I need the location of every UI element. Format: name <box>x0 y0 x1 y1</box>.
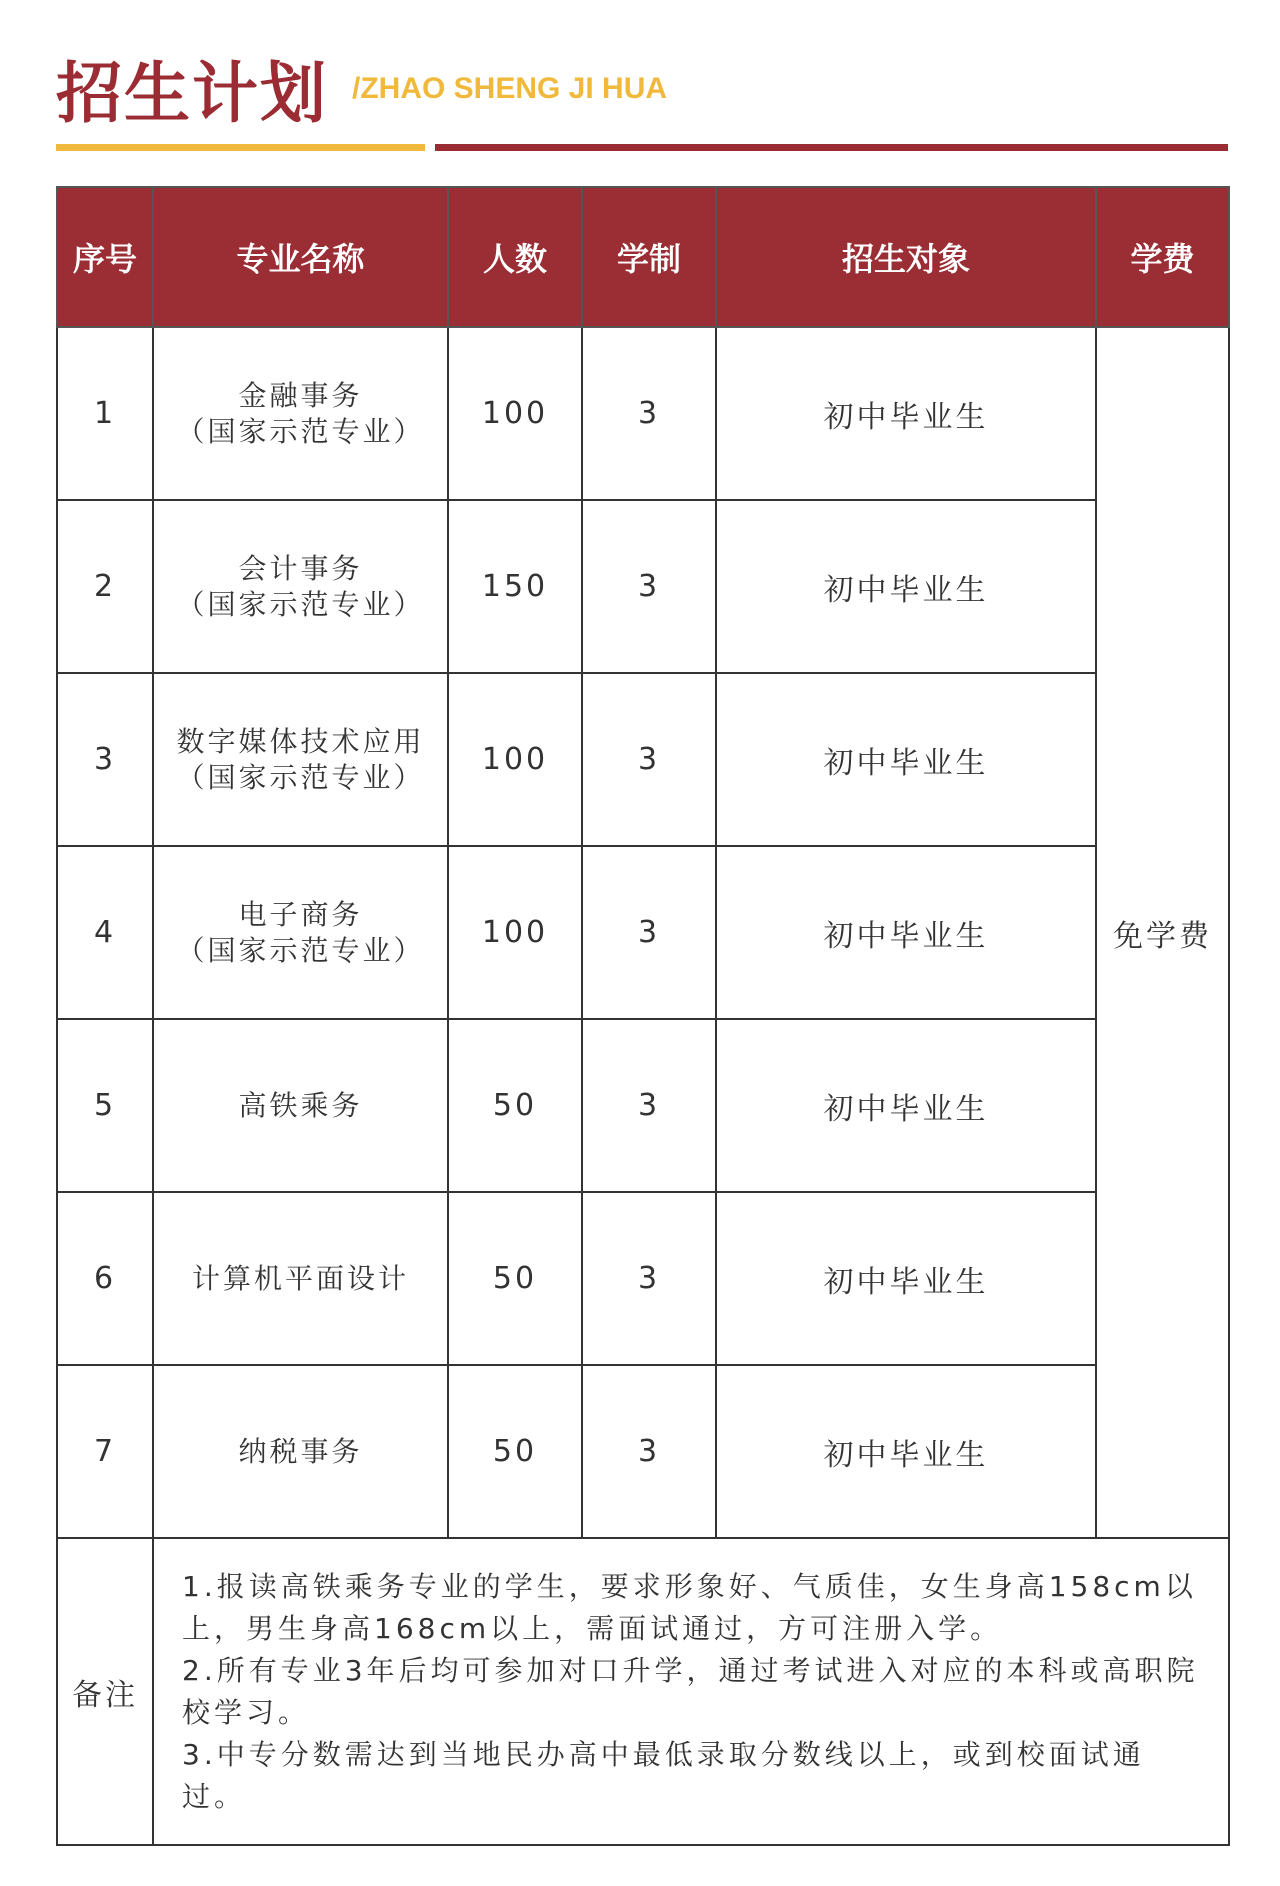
target-students: 初中毕业生 <box>716 1192 1096 1365</box>
major-cell <box>153 1019 448 1192</box>
major-note: （国家示范专业） <box>176 760 425 794</box>
target-students: 初中毕业生 <box>716 1019 1096 1192</box>
target-students: 初中毕业生 <box>716 500 1096 673</box>
major-cell <box>153 1365 448 1538</box>
table-row <box>57 1019 1229 1192</box>
study-years: 3 <box>582 1192 716 1365</box>
remarks-text <box>153 1538 1229 1845</box>
major-name: 高铁乘务 <box>238 1088 363 1122</box>
enrollment-count: 50 <box>448 1192 582 1365</box>
divider-red <box>435 144 1228 151</box>
page-title: 招生计划 <box>56 55 328 132</box>
major-note: （国家示范专业） <box>176 933 425 967</box>
study-years: 3 <box>582 1365 716 1538</box>
major-cell <box>153 673 448 846</box>
study-years: 3 <box>582 327 716 500</box>
table-row <box>57 1365 1229 1538</box>
col-header: 学制 <box>582 187 716 327</box>
remarks-row <box>57 1538 1229 1845</box>
col-header: 招生对象 <box>716 187 1096 327</box>
target-students: 初中毕业生 <box>716 327 1096 500</box>
table-row <box>57 846 1229 1019</box>
major-note: （国家示范专业） <box>176 587 425 621</box>
target-students: 初中毕业生 <box>716 846 1096 1019</box>
major-name: 纳税事务 <box>238 1434 363 1468</box>
major-cell <box>153 846 448 1019</box>
row-number: 3 <box>57 673 153 846</box>
col-header: 专业名称 <box>153 187 448 327</box>
major-name: 会计事务 <box>238 551 363 585</box>
enrollment-count: 100 <box>448 673 582 846</box>
divider-yellow <box>56 144 425 151</box>
remark-item: 2.所有专业3年后均可参加对口升学，通过考试进入对应的本科或高职院校学习。 <box>182 1653 1199 1729</box>
major-note: （国家示范专业） <box>176 414 425 448</box>
table-row <box>57 500 1229 673</box>
study-years: 3 <box>582 1019 716 1192</box>
major-name: 电子商务 <box>238 897 363 931</box>
major-name: 计算机平面设计 <box>191 1261 409 1295</box>
enrollment-count: 50 <box>448 1365 582 1538</box>
enrollment-count: 100 <box>448 846 582 1019</box>
enrollment-count: 100 <box>448 327 582 500</box>
enrollment-table <box>56 186 1230 1846</box>
col-header: 学费 <box>1096 187 1229 327</box>
table-row <box>57 327 1229 500</box>
major-cell <box>153 1192 448 1365</box>
row-number: 1 <box>57 327 153 500</box>
enrollment-count: 150 <box>448 500 582 673</box>
remark-item: 1.报读高铁乘务专业的学生，要求形象好、气质佳，女生身高158cm以上，男生身高168cm以上，需面试通过，方可注册入学。 <box>182 1569 1197 1645</box>
study-years: 3 <box>582 846 716 1019</box>
row-number: 7 <box>57 1365 153 1538</box>
enrollment-count: 50 <box>448 1019 582 1192</box>
page-subtitle: /ZHAO SHENG JI HUA <box>352 72 668 105</box>
major-cell <box>153 500 448 673</box>
col-header: 序号 <box>57 187 153 327</box>
study-years: 3 <box>582 500 716 673</box>
row-number: 2 <box>57 500 153 673</box>
table-header <box>57 187 1229 327</box>
major-name: 金融事务 <box>238 378 363 412</box>
major-name: 数字媒体技术应用 <box>176 724 425 758</box>
target-students: 初中毕业生 <box>716 1365 1096 1538</box>
row-number: 6 <box>57 1192 153 1365</box>
target-students: 初中毕业生 <box>716 673 1096 846</box>
remark-item: 3.中专分数需达到当地民办高中最低录取分数线以上，或到校面试通过。 <box>182 1737 1145 1813</box>
tuition-fee: 免学费 <box>1096 327 1229 1538</box>
remarks-label: 备注 <box>57 1538 153 1845</box>
table-row <box>57 673 1229 846</box>
row-number: 5 <box>57 1019 153 1192</box>
study-years: 3 <box>582 673 716 846</box>
table-row <box>57 1192 1229 1365</box>
major-cell <box>153 327 448 500</box>
col-header: 人数 <box>448 187 582 327</box>
row-number: 4 <box>57 846 153 1019</box>
